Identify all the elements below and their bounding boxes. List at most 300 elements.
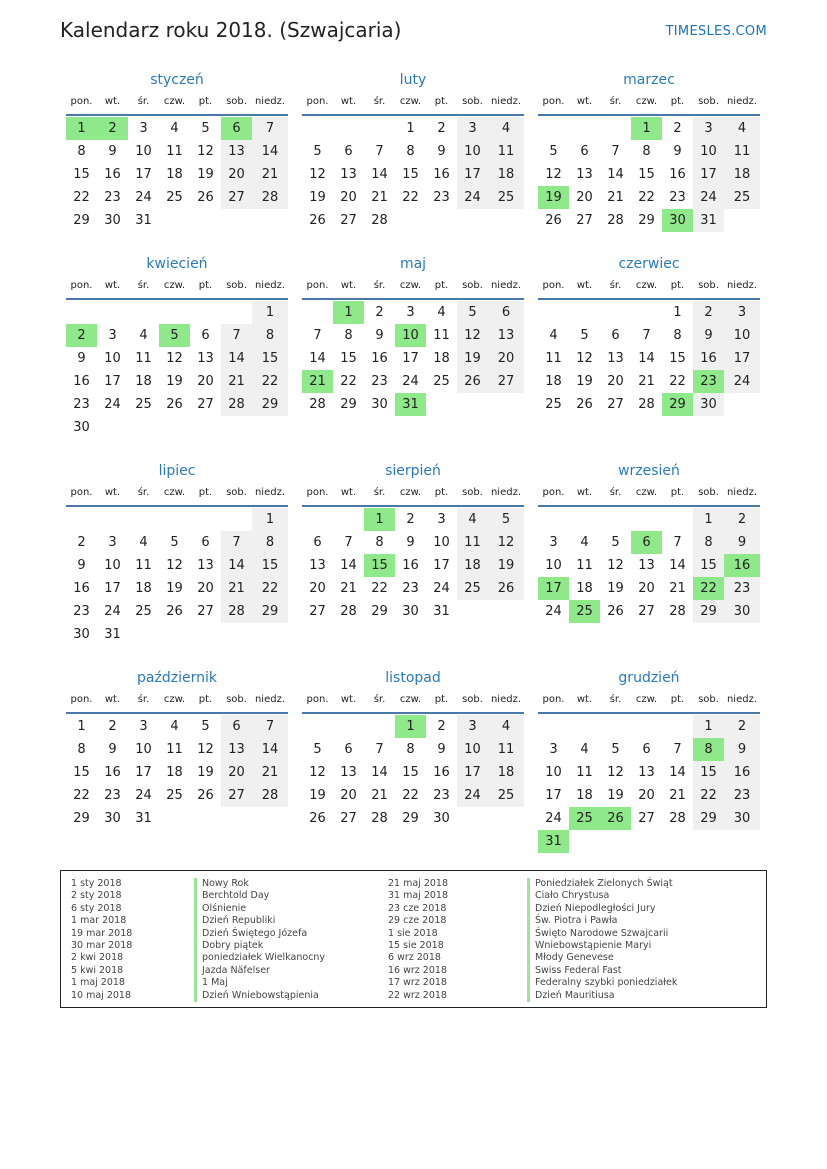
day-cell: 22 (73, 788, 90, 803)
page-title: Kalendarz roku 2018. (Szwajcaria) (60, 18, 402, 42)
legend-entry: Dobry piątek (202, 940, 264, 952)
week-row (538, 761, 760, 784)
weekday-label: wt. (104, 487, 121, 498)
empty-cell (190, 209, 221, 232)
day-cell: 4 (457, 508, 488, 531)
empty-cell (488, 393, 524, 416)
day-cell: 7 (375, 144, 384, 159)
empty-cell (457, 807, 488, 830)
day-cell: 4 (488, 715, 524, 738)
week-row (302, 715, 524, 738)
day-cell: 17 (135, 765, 152, 780)
day-cell: 8 (693, 531, 724, 554)
weekday-label: czw. (399, 487, 422, 498)
month-name: sierpień (385, 463, 441, 479)
day-cell: 21 (340, 581, 357, 596)
week-row (538, 715, 760, 738)
empty-cell (631, 715, 662, 738)
day-cell: 19 (488, 554, 524, 577)
week-row (66, 117, 288, 140)
month-calendar (538, 668, 760, 853)
legend-entry: Jazda Näfelser (202, 964, 270, 976)
legend-entry: Federalny szybki poniedziałek (535, 977, 678, 989)
day-cell: 18 (166, 167, 183, 182)
empty-cell (252, 623, 288, 646)
holiday-day-cell: 1 (395, 715, 426, 738)
weekday-label: wt. (340, 694, 357, 705)
weekday-label: pon. (70, 487, 93, 498)
week-row (538, 830, 760, 853)
weekday-header (538, 692, 760, 714)
weekday-label: wt. (340, 487, 357, 498)
day-cell: 7 (673, 742, 682, 757)
month-name: marzec (623, 72, 675, 88)
weekday-label: sob. (462, 96, 483, 107)
day-cell: 6 (201, 328, 210, 343)
empty-cell (569, 117, 600, 140)
day-cell: 30 (724, 600, 760, 623)
day-cell: 28 (252, 784, 288, 807)
week-row (302, 807, 524, 830)
empty-cell (488, 600, 524, 623)
day-cell: 4 (170, 121, 179, 136)
day-cell: 30 (104, 213, 121, 228)
day-cell: 23 (73, 604, 90, 619)
holiday-day-cell: 26 (600, 807, 631, 830)
day-cell: 18 (545, 374, 562, 389)
legend-entry: 21 maj 2018 (388, 878, 449, 889)
day-cell: 25 (166, 190, 183, 205)
day-cell: 31 (693, 209, 724, 232)
empty-cell (159, 416, 190, 439)
day-cell: 14 (309, 351, 326, 366)
day-cell: 1 (406, 121, 415, 136)
weekday-label: pon. (542, 280, 565, 291)
day-cell: 12 (197, 742, 214, 757)
empty-cell (128, 508, 159, 531)
week-row (538, 600, 760, 623)
day-cell: 6 (580, 144, 589, 159)
day-cell: 18 (724, 163, 760, 186)
legend-entry: 22 wrz 2018 (388, 989, 447, 1001)
empty-cell (600, 301, 631, 324)
month-name: maj (399, 256, 427, 272)
day-cell: 4 (724, 117, 760, 140)
day-cell: 8 (252, 531, 288, 554)
weekday-label: niedz. (254, 487, 286, 498)
day-cell: 17 (545, 788, 562, 803)
week-row (66, 600, 288, 623)
day-cell: 3 (108, 535, 117, 550)
empty-cell (631, 508, 662, 531)
legend-entry: 30 mar 2018 (71, 940, 133, 952)
legend-entry: Dzień Świętego Józefa (202, 927, 308, 939)
day-cell: 19 (576, 374, 593, 389)
day-cell: 3 (437, 512, 446, 527)
day-cell: 22 (73, 190, 90, 205)
day-cell: 17 (135, 167, 152, 182)
month-calendar (538, 70, 760, 232)
day-cell: 30 (73, 627, 90, 642)
legend-entry: 6 sty 2018 (71, 902, 122, 914)
weekday-label: sob. (462, 280, 483, 291)
empty-cell (128, 416, 159, 439)
weekday-header (538, 485, 760, 507)
day-cell: 21 (252, 163, 288, 186)
empty-cell (190, 416, 221, 439)
day-cell: 14 (252, 140, 288, 163)
empty-cell (662, 830, 693, 853)
legend-names-col-2 (527, 878, 677, 1002)
day-cell: 10 (545, 765, 562, 780)
holiday-day-cell: 19 (538, 186, 569, 209)
legend-entry: 10 maj 2018 (71, 989, 132, 1001)
weekday-label: pt. (434, 694, 449, 705)
week-row (538, 554, 760, 577)
day-cell: 20 (221, 761, 252, 784)
day-cell: 18 (166, 765, 183, 780)
empty-cell (97, 301, 128, 324)
day-cell: 22 (402, 788, 419, 803)
legend-entry: 2 kwi 2018 (71, 952, 124, 964)
day-cell: 12 (309, 765, 326, 780)
day-cell: 27 (221, 186, 252, 209)
day-cell: 13 (638, 765, 655, 780)
day-cell: 23 (371, 374, 388, 389)
empty-cell (569, 301, 600, 324)
day-cell: 14 (252, 738, 288, 761)
day-cell: 28 (638, 397, 655, 412)
day-cell: 6 (344, 144, 353, 159)
week-row (302, 370, 524, 393)
empty-cell (66, 508, 97, 531)
month-name: luty (399, 72, 427, 88)
day-cell: 10 (135, 144, 152, 159)
empty-cell (159, 623, 190, 646)
day-cell: 10 (104, 351, 121, 366)
week-row (66, 807, 288, 830)
day-cell: 26 (545, 213, 562, 228)
day-cell: 23 (104, 788, 121, 803)
empty-cell (538, 301, 569, 324)
day-cell: 23 (402, 581, 419, 596)
day-cell: 18 (457, 554, 488, 577)
day-cell: 6 (344, 742, 353, 757)
day-cell: 29 (73, 811, 90, 826)
day-cell: 30 (433, 811, 450, 826)
day-cell: 16 (104, 765, 121, 780)
day-cell: 29 (693, 600, 724, 623)
day-cell: 21 (669, 581, 686, 596)
day-cell: 12 (607, 765, 624, 780)
weekday-label: śr. (137, 694, 150, 705)
month-calendar (66, 254, 288, 439)
day-cell: 23 (73, 397, 90, 412)
day-cell: 2 (77, 535, 86, 550)
day-cell: 20 (309, 581, 326, 596)
day-cell: 13 (197, 558, 214, 573)
weekday-label: sob. (226, 487, 247, 498)
empty-cell (488, 209, 524, 232)
empty-cell (395, 209, 426, 232)
day-cell: 19 (457, 347, 488, 370)
week-row (538, 784, 760, 807)
empty-cell (190, 623, 221, 646)
legend-entry: Dzień Wniebowstąpienia (202, 989, 319, 1001)
weekday-label: pt. (198, 96, 213, 107)
month-name: wrzesień (618, 463, 680, 479)
weekday-label: wt. (104, 694, 121, 705)
day-cell: 17 (457, 163, 488, 186)
holiday-day-cell: 1 (631, 117, 662, 140)
day-cell: 13 (607, 351, 624, 366)
day-cell: 6 (642, 742, 651, 757)
weekday-label: czw. (635, 280, 658, 291)
weekday-label: śr. (373, 694, 386, 705)
day-cell: 20 (638, 788, 655, 803)
day-cell: 24 (135, 190, 152, 205)
day-cell: 8 (375, 535, 384, 550)
day-cell: 27 (221, 784, 252, 807)
day-cell: 31 (433, 604, 450, 619)
day-cell: 24 (545, 811, 562, 826)
weekday-label: czw. (635, 487, 658, 498)
day-cell: 8 (673, 328, 682, 343)
day-cell: 1 (693, 715, 724, 738)
weekday-label: wt. (576, 280, 593, 291)
weekday-label: pt. (198, 487, 213, 498)
day-cell: 13 (221, 738, 252, 761)
day-cell: 4 (170, 719, 179, 734)
week-row (66, 531, 288, 554)
day-cell: 13 (576, 167, 593, 182)
empty-cell (159, 209, 190, 232)
day-cell: 17 (433, 558, 450, 573)
week-row (302, 301, 524, 324)
day-cell: 4 (580, 742, 589, 757)
day-cell: 30 (73, 420, 90, 435)
day-cell: 11 (545, 351, 562, 366)
day-cell: 9 (77, 351, 86, 366)
weekday-label: pt. (198, 694, 213, 705)
weekday-label: sob. (226, 694, 247, 705)
week-row (302, 761, 524, 784)
day-cell: 16 (104, 167, 121, 182)
legend-names-col-1 (194, 878, 325, 1002)
day-cell: 7 (375, 742, 384, 757)
weekday-label: wt. (340, 280, 357, 291)
legend-entry: 1 sty 2018 (71, 878, 122, 889)
day-cell: 12 (197, 144, 214, 159)
day-cell: 24 (545, 604, 562, 619)
day-cell: 27 (576, 213, 593, 228)
weekday-label: wt. (576, 487, 593, 498)
day-cell: 22 (340, 374, 357, 389)
weekday-label: czw. (163, 694, 186, 705)
day-cell: 21 (371, 788, 388, 803)
day-cell: 14 (371, 167, 388, 182)
week-row (302, 784, 524, 807)
legend-entry: Poniedziałek Zielonych Świąt (535, 878, 673, 889)
day-cell: 20 (576, 190, 593, 205)
day-cell: 9 (108, 144, 117, 159)
holiday-day-cell: 29 (662, 393, 693, 416)
weekday-label: pt. (670, 694, 685, 705)
week-row (538, 738, 760, 761)
week-row (302, 531, 524, 554)
weekday-label: wt. (576, 96, 593, 107)
weekday-label: sob. (698, 487, 719, 498)
legend-entry: 15 sie 2018 (388, 940, 444, 952)
day-cell: 23 (104, 190, 121, 205)
week-row (302, 347, 524, 370)
day-cell: 28 (669, 604, 686, 619)
day-cell: 9 (406, 535, 415, 550)
weekday-header (538, 278, 760, 300)
weekday-header (66, 278, 288, 300)
week-row (302, 577, 524, 600)
weekday-label: pt. (670, 280, 685, 291)
day-cell: 15 (693, 761, 724, 784)
day-cell: 9 (724, 531, 760, 554)
brand-link[interactable]: TIMESLES.COM (665, 24, 767, 39)
week-row (66, 784, 288, 807)
day-cell: 23 (433, 788, 450, 803)
weekday-label: niedz. (254, 280, 286, 291)
day-cell: 3 (549, 535, 558, 550)
day-cell: 8 (252, 324, 288, 347)
week-row (538, 209, 760, 232)
day-cell: 25 (135, 397, 152, 412)
day-cell: 25 (457, 577, 488, 600)
day-cell: 29 (252, 393, 288, 416)
week-row (538, 807, 760, 830)
weekday-label: czw. (163, 96, 186, 107)
day-cell: 9 (673, 144, 682, 159)
legend-entry: 6 wrz 2018 (388, 952, 441, 964)
month-name: grudzień (618, 670, 680, 686)
day-cell: 12 (309, 167, 326, 182)
day-cell: 15 (340, 351, 357, 366)
weekday-label: śr. (609, 487, 622, 498)
day-cell: 9 (693, 324, 724, 347)
day-cell: 24 (724, 370, 760, 393)
weekday-label: śr. (373, 487, 386, 498)
empty-cell (693, 830, 724, 853)
day-cell: 29 (340, 397, 357, 412)
week-row (302, 140, 524, 163)
legend-entry: Dzień Mauritiusa (535, 989, 615, 1001)
legend-entry: Berchtold Day (202, 890, 270, 902)
day-cell: 8 (77, 742, 86, 757)
day-cell: 19 (166, 581, 183, 596)
day-cell: 11 (576, 558, 593, 573)
weekday-label: czw. (399, 280, 422, 291)
day-cell: 25 (724, 186, 760, 209)
week-row (538, 347, 760, 370)
weekday-label: pon. (70, 694, 93, 705)
day-cell: 26 (197, 788, 214, 803)
legend-entry: 1 maj 2018 (71, 977, 125, 989)
day-cell: 1 (252, 301, 288, 324)
day-cell: 5 (457, 301, 488, 324)
day-cell: 11 (166, 742, 183, 757)
day-cell: 30 (724, 807, 760, 830)
day-cell: 29 (402, 811, 419, 826)
month-name: lipiec (158, 463, 196, 479)
day-cell: 2 (673, 121, 682, 136)
week-row (66, 577, 288, 600)
week-row (302, 738, 524, 761)
day-cell: 24 (693, 186, 724, 209)
day-cell: 19 (166, 374, 183, 389)
weekday-header (302, 94, 524, 116)
empty-cell (569, 830, 600, 853)
day-cell: 24 (135, 788, 152, 803)
month-name: styczeń (150, 72, 204, 88)
day-cell: 26 (197, 190, 214, 205)
legend-entry: 17 wrz 2018 (388, 977, 447, 989)
weekday-label: śr. (137, 280, 150, 291)
week-row (66, 738, 288, 761)
week-row (302, 508, 524, 531)
day-cell: 27 (197, 397, 214, 412)
holiday-day-cell: 2 (97, 117, 128, 140)
day-cell: 14 (607, 167, 624, 182)
day-cell: 14 (340, 558, 357, 573)
holiday-day-cell: 8 (693, 738, 724, 761)
day-cell: 11 (433, 328, 450, 343)
day-cell: 9 (77, 558, 86, 573)
day-cell: 2 (437, 719, 446, 734)
day-cell: 13 (197, 351, 214, 366)
week-row (538, 186, 760, 209)
weekday-label: sob. (698, 280, 719, 291)
day-cell: 8 (642, 144, 651, 159)
week-row (302, 163, 524, 186)
weekday-label: czw. (635, 96, 658, 107)
day-cell: 3 (139, 121, 148, 136)
week-row (538, 508, 760, 531)
empty-cell (252, 209, 288, 232)
weekday-label: wt. (104, 96, 121, 107)
month-calendar (538, 254, 760, 416)
holiday-day-cell: 2 (66, 324, 97, 347)
legend-entry: 2 sty 2018 (71, 890, 122, 902)
day-cell: 16 (669, 167, 686, 182)
day-cell: 23 (724, 577, 760, 600)
weekday-label: pon. (306, 96, 329, 107)
empty-cell (97, 416, 128, 439)
weekday-header (66, 485, 288, 507)
month-name: czerwiec (618, 256, 680, 272)
day-cell: 19 (607, 581, 624, 596)
day-cell: 6 (313, 535, 322, 550)
empty-cell (190, 508, 221, 531)
empty-cell (457, 393, 488, 416)
weekday-label: niedz. (726, 487, 758, 498)
day-cell: 15 (402, 765, 419, 780)
day-cell: 17 (104, 374, 121, 389)
legend-entry: Młody Genevese (535, 952, 614, 964)
day-cell: 6 (201, 535, 210, 550)
week-row (66, 324, 288, 347)
weekday-label: pt. (670, 96, 685, 107)
month-name: kwiecień (146, 256, 208, 272)
day-cell: 2 (693, 301, 724, 324)
weekday-label: sob. (226, 96, 247, 107)
day-cell: 26 (488, 577, 524, 600)
